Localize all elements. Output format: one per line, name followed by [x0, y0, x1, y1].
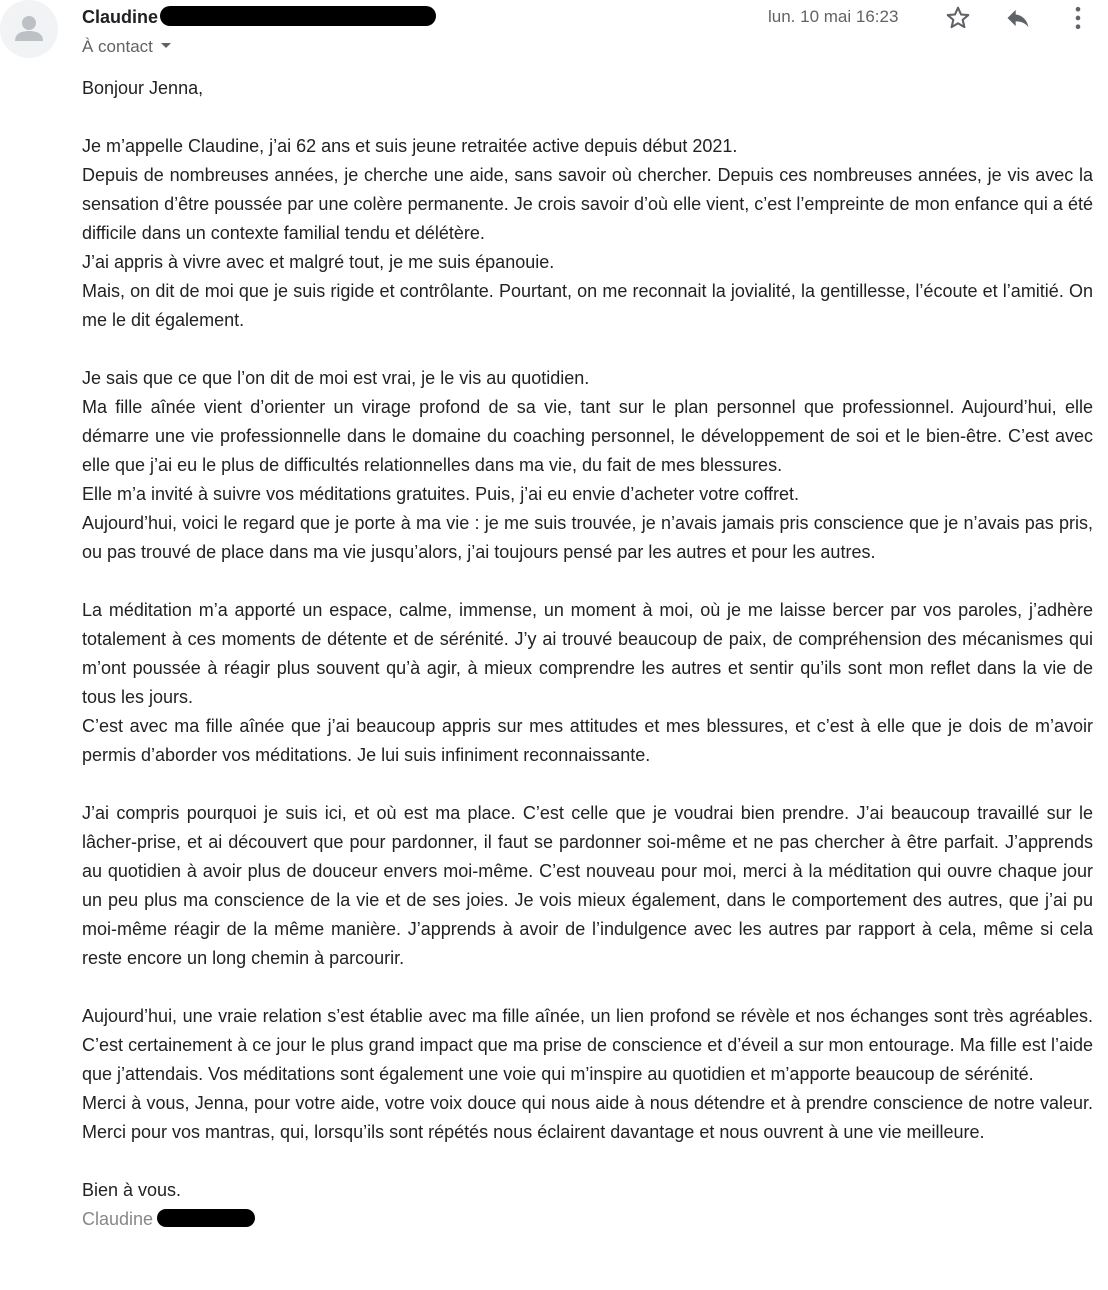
paragraph: Ma fille aînée vient d’orienter un virage profond de sa vie, tant sur le plan personnel que professionnel. Aujourd’hui, elle démarre une vie professionnelle dans le domaine du coaching personnel, le développement de soi et le bien-être. C’est avec elle que j’ai eu le plus de difficultés relationnelles dans ma vie, du fait de mes blessures.	[82, 397, 1093, 475]
paragraph-gap	[82, 770, 1093, 799]
sender-avatar[interactable]	[0, 0, 58, 58]
paragraph: J’ai appris à vivre avec et malgré tout, je me suis épanouie.	[82, 252, 555, 272]
paragraph: J’ai compris pourquoi je suis ici, et où est ma place. C’est celle que je voudrai bien prendre. J’ai beaucoup travaillé sur le lâcher-prise, et ai découvert que pour pardonner, il faut se pardonner soi-même et ne pas chercher à être parfait. J’apprends au quotidien à avoir plus de douceur envers moi-même. C’est nouveau pour moi, merci à la méditation qui ouvre chaque jour un peu plus ma conscience de la vie et de ses joies. Je vois mieux également, dans le comportement des autres, que j’ai pu moi-même réagir de la même manière. J’apprends à avoir de l’indulgence avec les autres par rapport à cela, même si cela reste encore un long chemin à parcourir.	[82, 803, 1093, 968]
closing: Bien à vous.	[82, 1180, 182, 1200]
paragraph-gap	[82, 103, 1093, 132]
paragraph-gap	[82, 335, 1093, 364]
reply-button[interactable]	[1002, 2, 1034, 34]
person-avatar-icon	[0, 0, 58, 58]
paragraph: La méditation m’a apporté un espace, calme, immense, un moment à moi, où je me laisse bercer par vos paroles, j’adhère totalement à ces moments de détente et de sérénité. J’y ai trouvé beaucoup de paix, de compréhension des mécanismes qui m’ont poussée à réagir plus souvent qu’à agir, à mieux comprendre les autres et sentir qu’ils sont mon reflet dans la vie de tous les jours.	[82, 600, 1093, 707]
paragraph: Merci à vous, Jenna, pour votre aide, votre voix douce qui nous aide à nous détendre et à prendre conscience de notre valeur. Merci pour vos mantras, qui, lorsqu’ils sont répétés nous éclairent davantage et nous ouvrent à une vie meilleure.	[82, 1093, 1093, 1142]
chevron-down-icon	[161, 43, 171, 48]
message-date: lun. 10 mai 16:23	[768, 7, 899, 26]
star-outline-icon	[944, 4, 972, 32]
vertical-dots-icon	[1064, 4, 1092, 32]
paragraph-gap	[82, 1147, 1093, 1176]
paragraph: Aujourd’hui, une vraie relation s’est établie avec ma fille aînée, un lien profond se révèle et nos échanges sont très agréables. C’est certainement à ce jour le plus grand impact que ma prise de conscience et d’éveil a sur mon entourage. Ma fille est l’aide que j’attendais. Vos méditations sont également une voie qui m’inspire au quotidien et m’apporte beaucoup de sérénité.	[82, 1006, 1093, 1084]
paragraph: Je sais que ce que l’on dit de moi est vrai, je le vis au quotidien.	[82, 368, 590, 388]
sender-name: Claudine	[82, 7, 159, 27]
signature	[82, 1205, 1093, 1234]
star-button[interactable]	[942, 2, 974, 34]
sender-line	[82, 6, 436, 28]
paragraph-gap	[82, 973, 1093, 1002]
paragraph: Mais, on dit de moi que je suis rigide et contrôlante. Pourtant, on me reconnait la jovialité, la gentillesse, l’écoute et l’amitié. On me le dit également.	[82, 281, 1093, 330]
redacted-email	[160, 6, 436, 26]
recipient-toggle[interactable]	[82, 37, 171, 57]
redacted-surname	[157, 1209, 255, 1227]
greeting: Bonjour Jenna,	[82, 78, 204, 98]
reply-arrow-icon	[1004, 4, 1032, 32]
paragraph: Depuis de nombreuses années, je cherche une aide, sans savoir où chercher. Depuis ces nombreuses années, je vis avec la sensation d’être poussée par une colère permanente. Je crois savoir d’où elle vient, c’est l’empreinte de mon enfance qui a été difficile dans un contexte familial tendu et délétère.	[82, 165, 1093, 243]
more-options-button[interactable]	[1062, 2, 1094, 34]
paragraph: Elle m’a invité à suivre vos méditations gratuites. Puis, j’ai eu envie d’acheter votre coffret.	[82, 484, 800, 504]
signature-name: Claudine	[82, 1209, 154, 1229]
paragraph: Je m’appelle Claudine, j’ai 62 ans et suis jeune retraitée active depuis début 2021.	[82, 136, 738, 156]
paragraph: Aujourd’hui, voici le regard que je porte à ma vie : je me suis trouvée, je n’avais jamais pris conscience que je n’avais pas pris, ou pas trouvé de place dans ma vie jusqu’alors, j’ai toujours pensé par les autres et pour les autres.	[82, 513, 1093, 562]
recipient-label: À contact	[82, 37, 153, 56]
message-body	[82, 74, 1093, 1234]
paragraph-gap	[82, 567, 1093, 596]
paragraph: C’est avec ma fille aînée que j’ai beaucoup appris sur mes attitudes et mes blessures, et c’est à elle que je dois de m’avoir permis d’aborder vos méditations. Je lui suis infiniment reconnaissante.	[82, 716, 1093, 765]
